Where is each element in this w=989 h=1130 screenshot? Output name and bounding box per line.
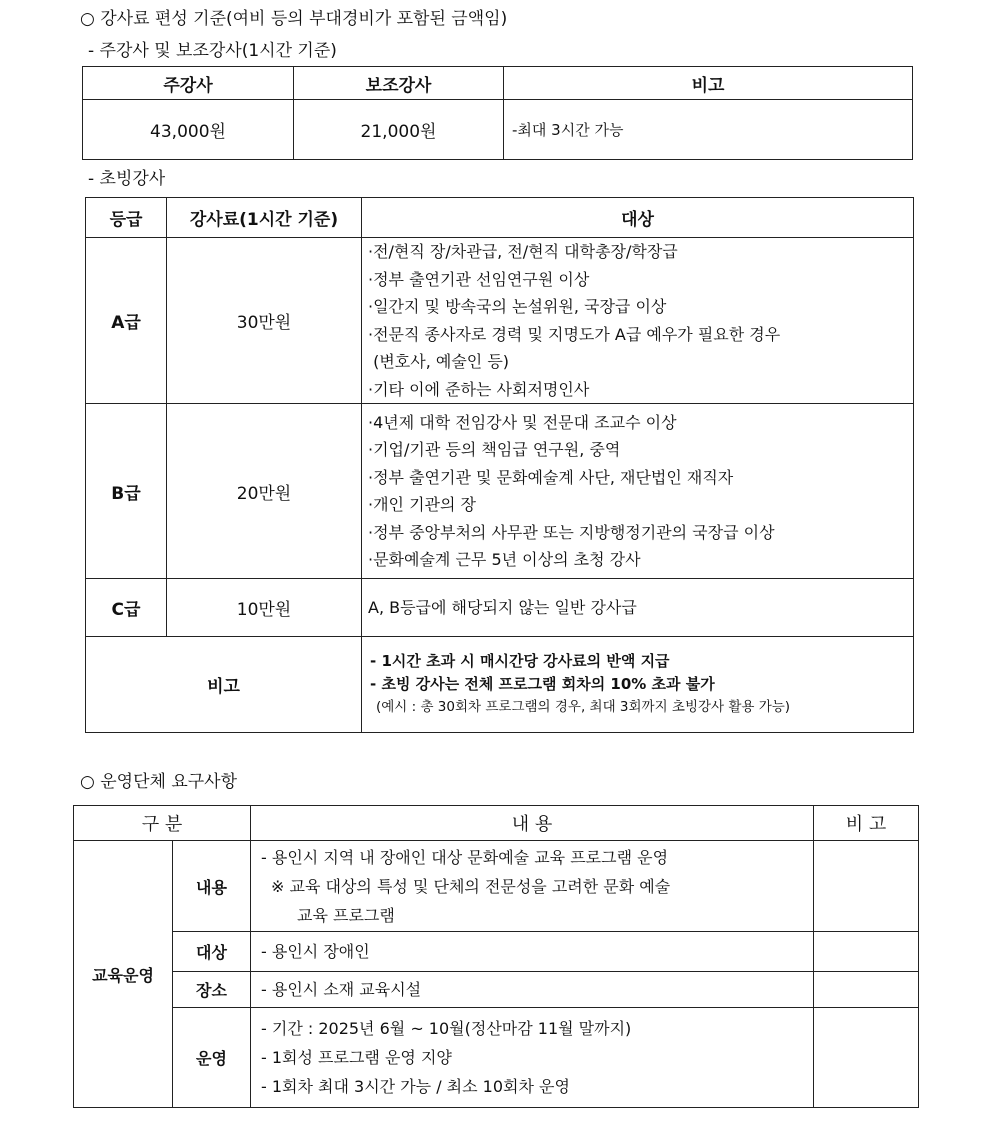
grade-fee: 10만원	[167, 579, 362, 637]
grade-label: A급	[86, 238, 167, 404]
table-row	[74, 841, 919, 932]
group-label: 교육운영	[74, 841, 173, 1108]
subheading-guest-instructor: - 초빙강사	[88, 169, 166, 189]
main-assistant-fee-table	[82, 66, 913, 160]
header-target: 대상	[362, 198, 914, 238]
header-content: 내 용	[251, 806, 814, 841]
header-category: 구 분	[74, 806, 251, 841]
row-content: - 용인시 장애인	[251, 932, 814, 972]
header-grade: 등급	[86, 198, 167, 238]
section2-heading: ○ 운영단체 요구사항	[80, 772, 238, 792]
row-note	[814, 932, 919, 972]
row-label: 내용	[173, 841, 251, 932]
grade-targets: ·4년제 대학 전임강사 및 전문대 조교수 이상 ·기업/기관 등의 책임급 연구원, 중역 ·정부 출연기관 및 문화예술계 사단, 재단법인 재직자 ·개인 기관의 장 ·정부 중앙부처의 사무관 또는 지방행정기관의 국장급 이상 ·문화예술계 근무 5년 이상의 초청 강사	[362, 404, 914, 579]
header-remark: 비고	[504, 67, 913, 100]
subheading-main-assistant: - 주강사 및 보조강사(1시간 기준)	[88, 41, 337, 61]
table-row	[74, 972, 919, 1008]
grade-fee: 20만원	[167, 404, 362, 579]
table-row	[86, 238, 914, 404]
row-note	[814, 841, 919, 932]
header-main-instructor: 주강사	[83, 67, 294, 100]
row-note	[814, 972, 919, 1008]
remark-content: - 1시간 초과 시 매시간당 강사료의 반액 지급 - 초빙 강사는 전체 프로그램 회차의 10% 초과 불가 (예시 : 총 30회차 프로그램의 경우, 최대 3회까지 초빙강사 활용 가능)	[362, 637, 914, 733]
table-row	[74, 932, 919, 972]
row-content: - 기간 : 2025년 6월 ~ 10월(정산마감 11월 말까지) - 1회성 프로그램 운영 지양 - 1회차 최대 3시간 가능 / 최소 10회차 운영	[251, 1008, 814, 1108]
grade-targets: A, B등급에 해당되지 않는 일반 강사급	[362, 579, 914, 637]
header-assistant-instructor: 보조강사	[294, 67, 504, 100]
row-label: 장소	[173, 972, 251, 1008]
row-label: 대상	[173, 932, 251, 972]
main-instructor-fee: 43,000원	[83, 100, 294, 160]
header-fee: 강사료(1시간 기준)	[167, 198, 362, 238]
grade-targets: ·전/현직 장/차관급, 전/현직 대학총장/학장급 ·정부 출연기관 선임연구원 이상 ·일간지 및 방속국의 논설위원, 국장급 이상 ·전문직 종사자로 경력 및 지명도가 A급 예우가 필요한 경우 (변호사, 예술인 등) ·기타 이에 준하는 사회저명인사	[362, 238, 914, 404]
row-content: - 용인시 소재 교육시설	[251, 972, 814, 1008]
guest-instructor-table	[85, 197, 914, 733]
grade-fee: 30만원	[167, 238, 362, 404]
row-note	[814, 1008, 919, 1108]
table-row	[86, 579, 914, 637]
header-note: 비 고	[814, 806, 919, 841]
requirements-table	[73, 805, 919, 1108]
remark-label: 비고	[86, 637, 362, 733]
fee-remark: -최대 3시간 가능	[504, 100, 913, 160]
grade-label: B급	[86, 404, 167, 579]
row-label: 운영	[173, 1008, 251, 1108]
row-content: - 용인시 지역 내 장애인 대상 문화예술 교육 프로그램 운영 ※ 교육 대상의 특성 및 단체의 전문성을 고려한 문화 예술 교육 프로그램	[251, 841, 814, 932]
section1-heading: ○ 강사료 편성 기준(여비 등의 부대경비가 포함된 금액임)	[80, 9, 508, 29]
assistant-instructor-fee: 21,000원	[294, 100, 504, 160]
grade-label: C급	[86, 579, 167, 637]
table-row	[74, 1008, 919, 1108]
table-row	[86, 404, 914, 579]
